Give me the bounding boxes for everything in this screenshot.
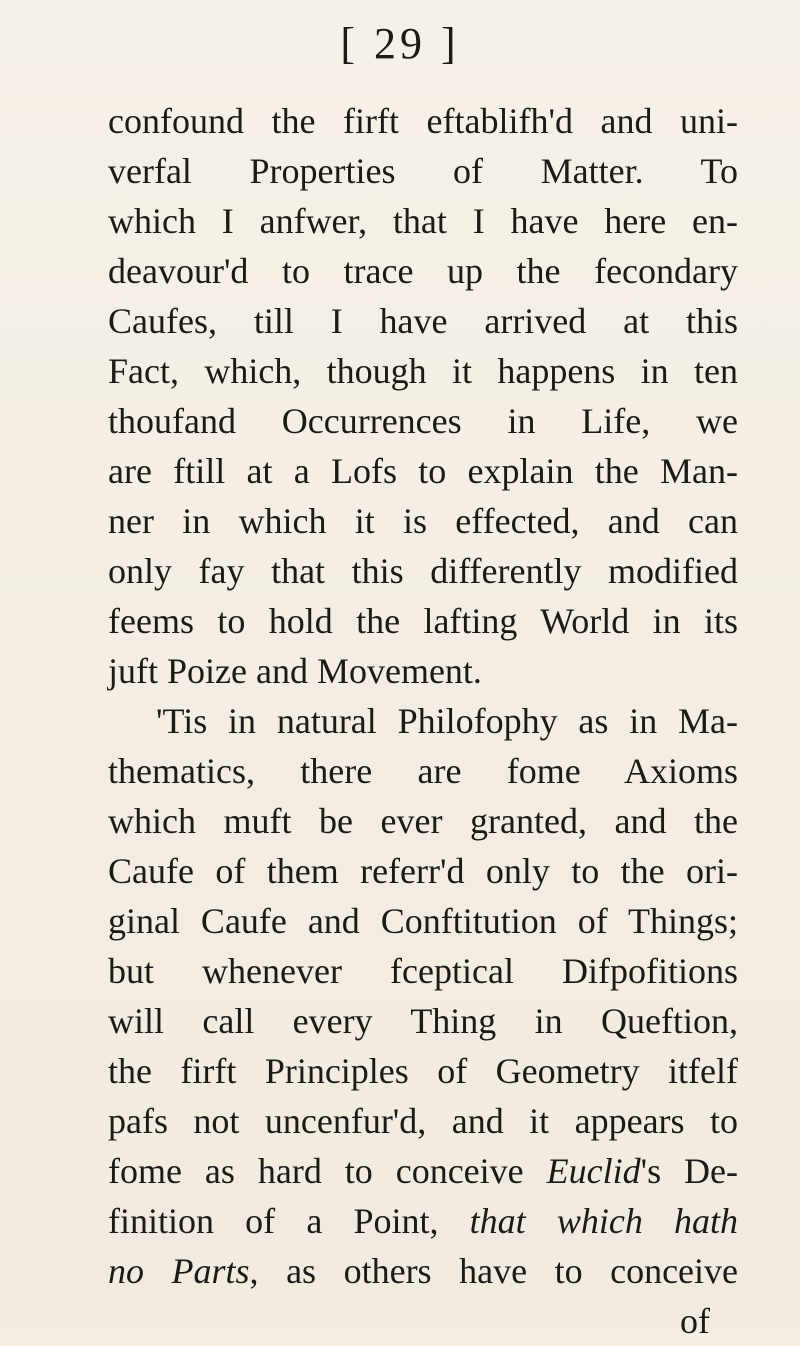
text-line-16: Caufe of them referr'd only to the ori- <box>108 851 738 891</box>
text-line-14: thematics, there are fome Axioms <box>108 751 738 791</box>
text-line-23-start: finition of a Point, <box>108 1201 439 1241</box>
text-line-8: are ftill at a Lofs to explain the Man- <box>108 451 738 491</box>
text-line-17: ginal Caufe and Conftitution of Things; <box>108 901 738 941</box>
catchword: of <box>680 1301 710 1341</box>
text-line-11: feems to hold the lafting World in its <box>108 601 738 641</box>
text-line-18: but whenever fceptical Difpofitions <box>108 951 738 991</box>
body-text <box>108 96 738 1346</box>
text-euclid: Euclid <box>546 1151 641 1191</box>
text-line-22-start: fome as hard to conceive <box>108 1151 524 1191</box>
text-line-23-italic: that which hath <box>469 1201 739 1241</box>
text-line-6: Fact, which, though it happens in ten <box>108 351 738 391</box>
text-line-7: thoufand Occurrences in Life, we <box>108 401 738 441</box>
text-line-24 <box>108 1246 738 1296</box>
text-line-1: confound the firft eftablifh'd and uni- <box>108 101 738 141</box>
text-line-10: only fay that this differently modified <box>108 551 738 591</box>
text-line-23 <box>108 1196 738 1246</box>
text-line-5: Caufes, till I have arrived at this <box>108 301 738 341</box>
text-line-12: juft Poize and Movement. <box>108 651 482 691</box>
text-no-parts: no Parts <box>108 1251 250 1291</box>
text-line-2: verfal Properties of Matter. To <box>108 151 738 191</box>
text-line-19: will call every Thing in Queftion, <box>108 1001 738 1041</box>
text-line-4: deavour'd to trace up the fecondary <box>108 251 738 291</box>
text-line-24-end: , as others have to conceive <box>249 1251 739 1291</box>
text-line-22 <box>108 1146 738 1196</box>
text-line-9: ner in which it is effected, and can <box>108 501 738 541</box>
text-line-20: the firft Principles of Geometry itfelf <box>108 1051 738 1091</box>
text-line-15: which muft be ever granted, and the <box>108 801 738 841</box>
text-line-3: which I anfwer, that I have here en- <box>108 201 738 241</box>
text-line-13: 'Tis in natural Philofophy as in Ma- <box>156 701 738 741</box>
text-line-21: pafs not uncenfur'd, and it appears to <box>108 1101 738 1141</box>
text-line-22-end: 's De- <box>640 1151 739 1191</box>
page-number: [ 29 ] <box>340 19 460 68</box>
